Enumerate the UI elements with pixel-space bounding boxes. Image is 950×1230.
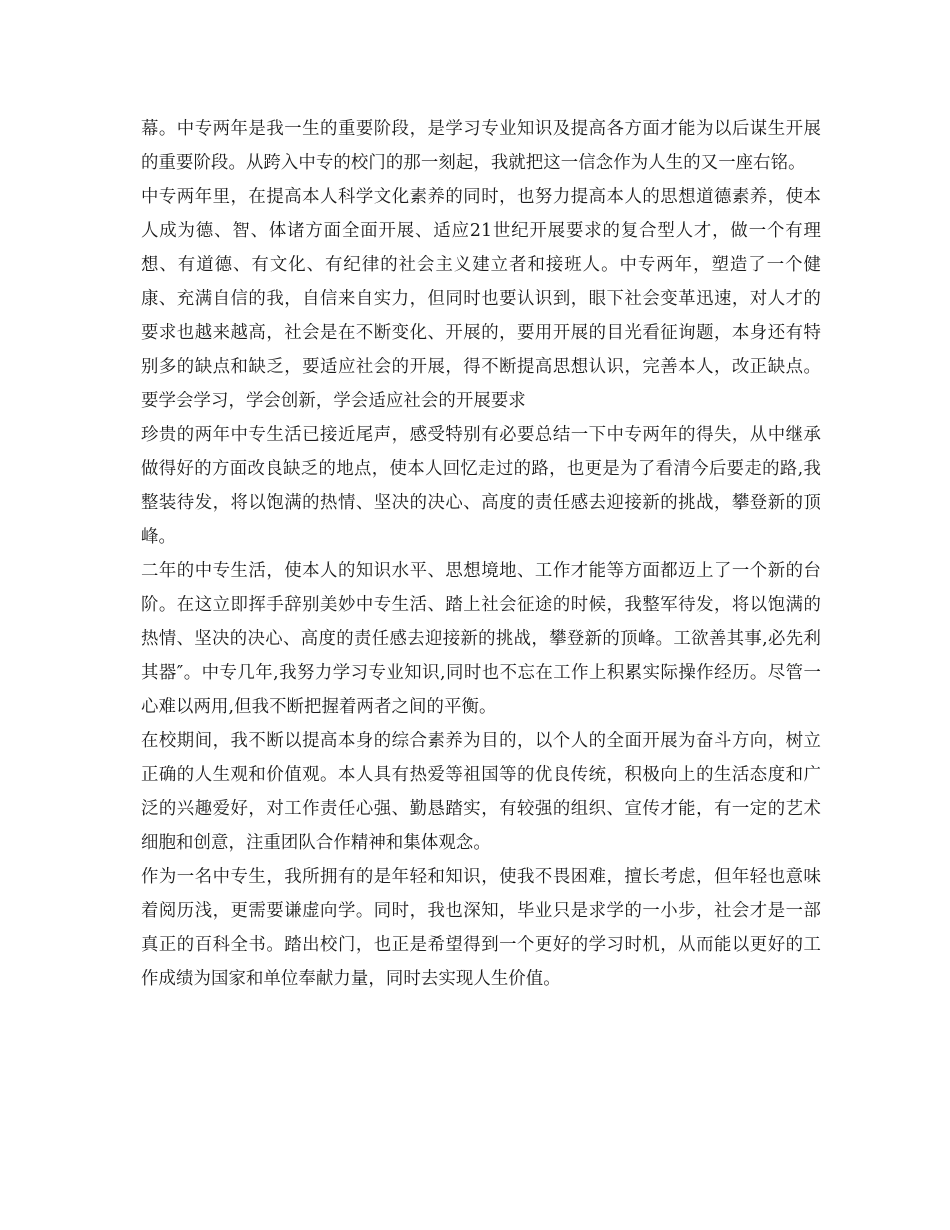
paragraph-4: 二年的中专生活，使本人的知识水平、思想境地、工作才能等方面都迈上了一个新的台阶。在这立即挥手辞别美妙中专生活、踏上社会征途的时候，我整军待发，将以饱满的热情、坚决的决心、高度的责任感去迎接新的挑战，攀登新的顶峰。工欲善其事,必先利其器″。中专几年,我努力学习专业知识,同时也不忘在工作上积累实际操作经历。尽管一心难以两用,但我不断把握着两者之间的平衡。 — [141, 561, 821, 717]
paragraph-3: 珍贵的两年中专生活已接近尾声，感受特别有必要总结一下中专两年的得失，从中继承做得好的方面改良缺乏的地点，使本人回忆走过的路，也更是为了看清今后要走的路,我整装待发，将以饱满的热情、坚决的决心、高度的责任感去迎接新的挑战，攀登新的顶峰。 — [141, 425, 821, 547]
document-body — [141, 112, 821, 996]
paragraph-1: 幕。中专两年是我一生的重要阶段，是学习专业知识及提高各方面才能为以后谋生开展的重要阶段。从跨入中专的校门的那一刻起，我就把这一信念作为人生的又一座右铭。 — [141, 119, 821, 173]
paragraph-2: 中专两年里，在提高本人科学文化素养的同时，也努力提高本人的思想道德素养，使本人成为德、智、体诸方面全面开展、适应21世纪开展要求的复合型人才，做一个有理想、有道德、有文化、有纪律的社会主义建立者和接班人。中专两年，塑造了一个健康、充满自信的我，自信来自实力，但同时也要认识到，眼下社会变革迅速，对人才的要求也越来越高，社会是在不断变化、开展的，要用开展的目光看征询题，本身还有特别多的缺点和缺乏，要适应社会的开展，得不断提高思想认识，完善本人，改正缺点。要学会学习，学会创新，学会适应社会的开展要求 — [141, 187, 821, 411]
paragraph-6: 作为一名中专生，我所拥有的是年轻和知识，使我不畏困难，擅长考虑，但年轻也意味着阅历浅，更需要谦虚向学。同时，我也深知，毕业只是求学的一小步，社会才是一部真正的百科全书。踏出校门，也正是希望得到一个更好的学习时机，从而能以更好的工作成绩为国家和单位奉献力量，同时去实现人生价值。 — [141, 867, 821, 989]
paragraph-5: 在校期间，我不断以提高本身的综合素养为目的，以个人的全面开展为奋斗方向，树立正确的人生观和价值观。本人具有热爱等祖国等的优良传统，积极向上的生活态度和广泛的兴趣爱好，对工作责任心强、勤恳踏实，有较强的组织、宣传才能，有一定的艺术细胞和创意，注重团队合作精神和集体观念。 — [141, 731, 821, 853]
